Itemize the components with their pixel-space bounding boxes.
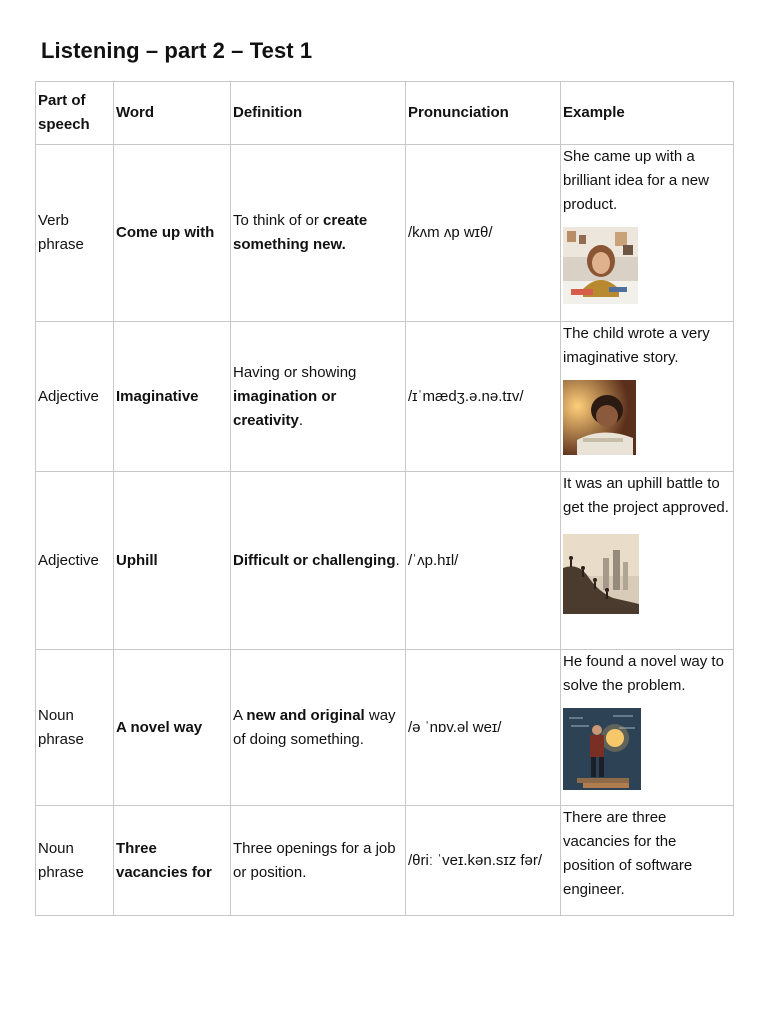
- word-cell: [114, 145, 231, 322]
- pronunciation-cell: /kʌm ʌp wɪθ/: [406, 145, 561, 322]
- definition-text: A: [233, 706, 247, 724]
- part-of-speech-cell: Noun phrase: [36, 806, 114, 916]
- page-title: Listening – part 2 – Test 1: [41, 38, 313, 63]
- pronunciation-cell: /ə ˈnɒv.əl weɪ/: [406, 650, 561, 806]
- column-header-pronunciation: Pronunciation: [406, 82, 561, 145]
- table-row: [36, 472, 734, 650]
- word-cell: [114, 806, 231, 916]
- definition-cell: [231, 322, 406, 472]
- column-header-part-of-speech: Part of speech: [36, 82, 114, 145]
- example-text: There are three vacancies for the position of software engineer.: [563, 809, 693, 898]
- word-cell: [114, 472, 231, 650]
- word-text: Come up with: [116, 224, 215, 241]
- table-row: [36, 650, 734, 806]
- word-text: Three vacancies for: [116, 839, 212, 881]
- pronunciation-cell: /ɪˈmædʒ.ə.nə.tɪv/: [406, 322, 561, 472]
- example-cell: [561, 322, 734, 472]
- word-text: Uphill: [116, 551, 158, 569]
- part-of-speech-cell: Noun phrase: [36, 650, 114, 806]
- child-writing-story-photo: [563, 380, 636, 455]
- example-cell: [561, 650, 734, 806]
- definition-text: Having or showing: [233, 363, 357, 381]
- definition-bold-text: Difficult or challenging: [233, 551, 396, 569]
- word-cell: [114, 322, 231, 472]
- definition-cell: [231, 806, 406, 916]
- vocabulary-table: [35, 81, 734, 916]
- example-text: She came up with a brilliant idea for a new product.: [563, 148, 709, 213]
- definition-text: Three openings for a job or position.: [233, 839, 396, 881]
- definition-text: To think of or: [233, 212, 324, 229]
- pronunciation-cell: /ˈʌp.hɪl/: [406, 472, 561, 650]
- word-text: Imaginative: [116, 387, 199, 405]
- column-header-word: Word: [114, 82, 231, 145]
- definition-text-end: .: [298, 411, 304, 429]
- table-row: [36, 806, 734, 916]
- example-text: It was an uphill battle to get the project approved.: [563, 475, 729, 516]
- woman-thinking-idea-photo: [563, 227, 638, 304]
- column-header-example: Example: [561, 82, 734, 145]
- definition-text-end: .: [395, 551, 400, 569]
- table-header-row: [36, 82, 734, 145]
- example-cell: [561, 472, 734, 650]
- part-of-speech-cell: Adjective: [36, 472, 114, 650]
- example-text: The child wrote a very imaginative story.: [563, 325, 710, 366]
- definition-cell: [231, 472, 406, 650]
- definition-bold-text: create something new.: [233, 212, 368, 253]
- column-header-definition: Definition: [231, 82, 406, 145]
- example-cell: [561, 145, 734, 322]
- table-row: [36, 145, 734, 322]
- definition-cell: [231, 145, 406, 322]
- definition-cell: [231, 650, 406, 806]
- word-cell: [114, 650, 231, 806]
- example-cell: [561, 806, 734, 916]
- table-row: [36, 322, 734, 472]
- definition-bold-text: imagination or creativity: [233, 387, 337, 429]
- part-of-speech-cell: Adjective: [36, 322, 114, 472]
- man-with-lightbulb-photo: [563, 708, 641, 790]
- example-text: He found a novel way to solve the problem.: [563, 653, 724, 694]
- pronunciation-cell: /θriː ˈveɪ.kən.sɪz fər/: [406, 806, 561, 916]
- part-of-speech-cell: Verb phrase: [36, 145, 114, 322]
- definition-text-end: way of doing something.: [233, 706, 396, 748]
- people-climbing-cliff-photo: [563, 534, 639, 614]
- word-text: A novel way: [116, 718, 203, 736]
- definition-bold-text: new and original: [246, 706, 365, 724]
